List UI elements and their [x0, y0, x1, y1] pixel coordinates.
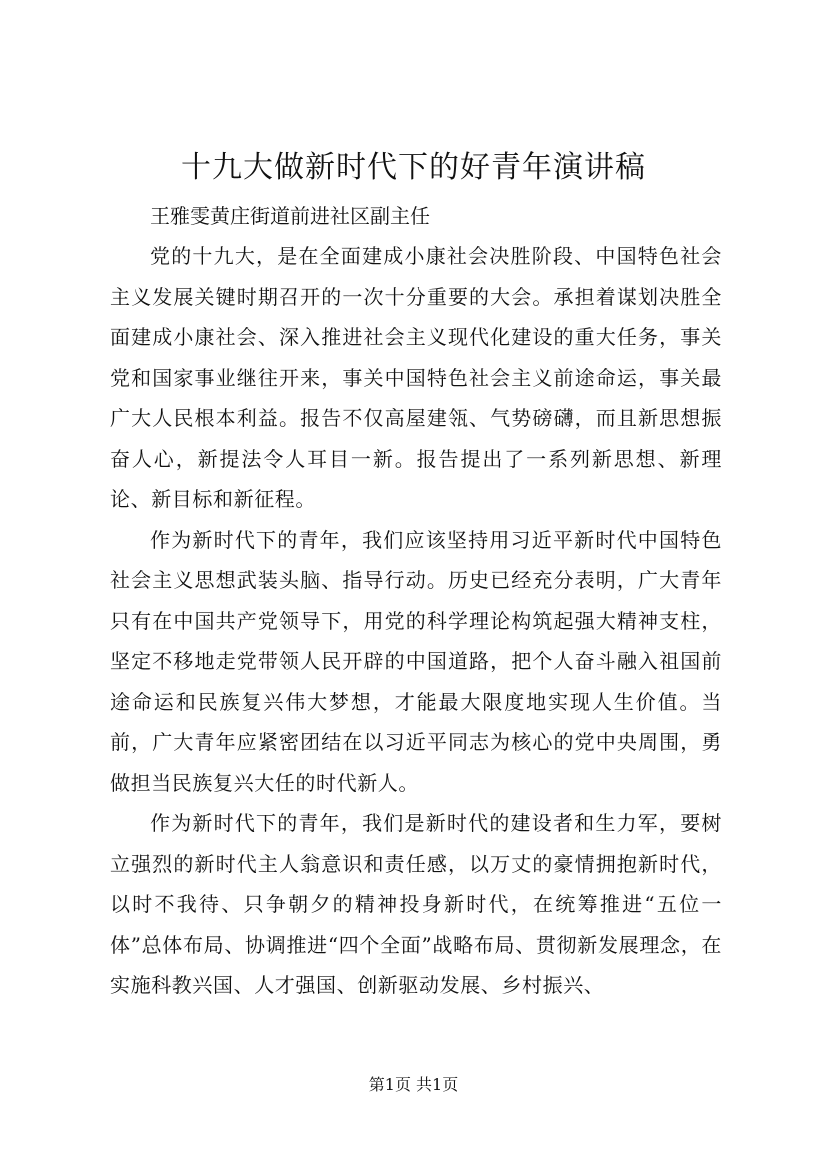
author-line: 王雅雯黄庄街道前进社区副主任 — [150, 204, 430, 228]
paragraph-2: 作为新时代下的青年，我们应该坚持用习近平新时代中国特色社会主义思想武装头脑、指导行动。历史已经充分表明，广大青年只有在中国共产党领导下，用党的科学理论构筑起强大精神支柱，坚定不移地走党带领人民开辟的中国道路，把个人奋斗融入祖国前途命运和民族复兴伟大梦想，才能最大限度地实现人生价值。当前，广大青年应紧密团结在以习近平同志为核心的党中央周围，勇做担当民族复兴大任的时代新人。 — [110, 527, 722, 795]
document-body — [110, 196, 722, 1006]
paragraph-1: 党的十九大，是在全面建成小康社会决胜阶段、中国特色社会主义发展关键时期召开的一次十分重要的大会。承担着谋划决胜全面建成小康社会、深入推进社会主义现代化建设的重大任务，事关党和国家事业继往开来，事关中国特色社会主义前途命运，事关最广大人民根本利益。报告不仅高屋建瓴、气势磅礴，而且新思想振奋人心，新提法令人耳目一新。报告提出了一系列新思想、新理论、新目标和新征程。 — [110, 244, 722, 511]
page-footer: 第1页 共1页 — [368, 1075, 459, 1094]
paragraph-3: 作为新时代下的青年，我们是新时代的建设者和生力军，要树立强烈的新时代主人翁意识和责任感，以万丈的豪情拥抱新时代，以时不我待、只争朝夕的精神投身新时代，在统筹推进“五位一体”总体布局、协调推进“四个全面”战略布局、贯彻新发展理念，在实施科教兴国、人才强国、创新驱动发展、乡村振兴、 — [110, 811, 722, 997]
document-title: 十九大做新时代下的好青年演讲稿 — [181, 150, 646, 185]
